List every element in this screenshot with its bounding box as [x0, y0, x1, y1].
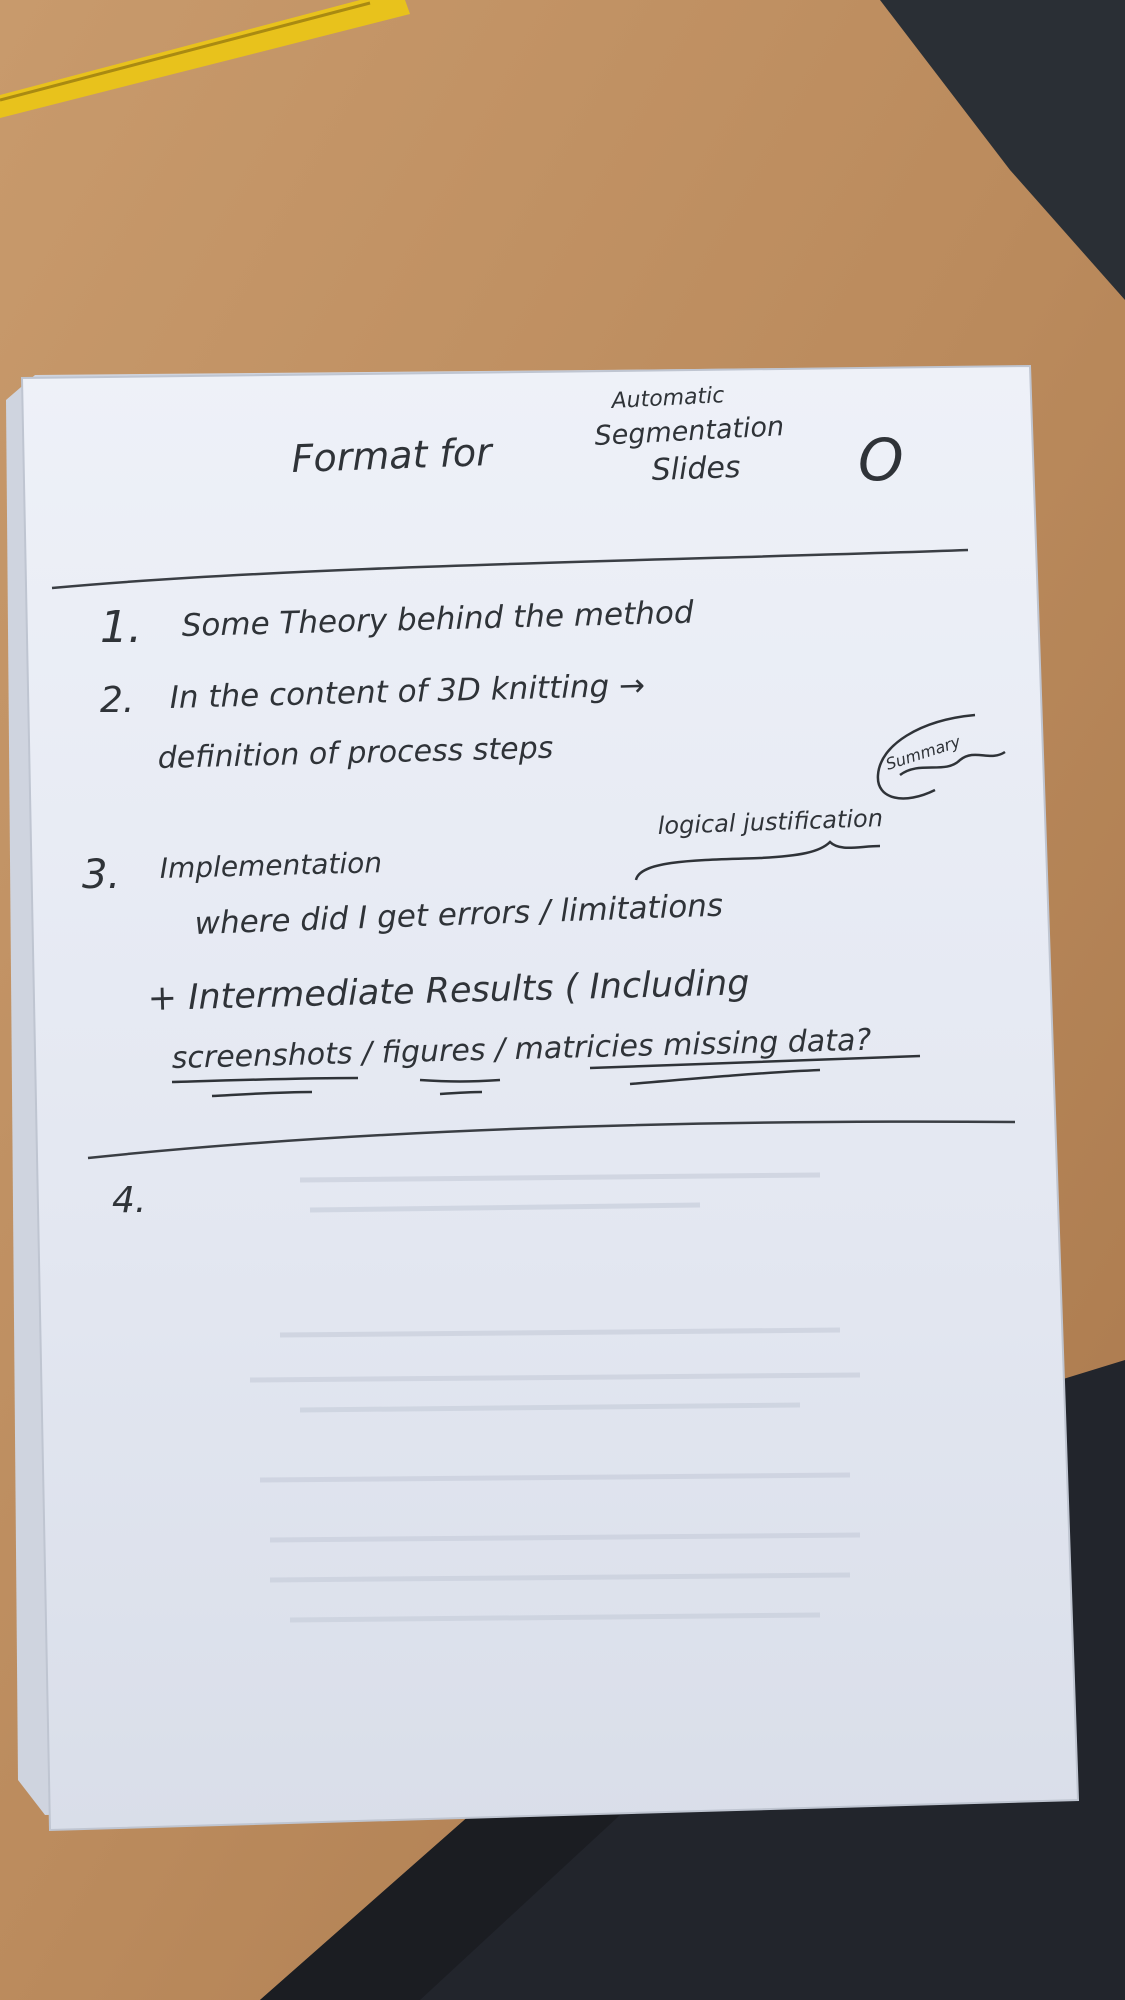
title-insert-top: Automatic — [611, 383, 725, 414]
item-1-number: 1. — [100, 602, 142, 653]
annotation-logical-justification: logical justification — [657, 804, 884, 840]
item-1-text: Some Theory behind the method — [181, 594, 695, 644]
item-3-line-2: where did I get errors / limitations — [194, 887, 724, 942]
item-3-line-3: + Intermediate Results ( Including — [147, 963, 750, 1019]
item-4-number: 4. — [112, 1180, 147, 1221]
item-2-text: In the content of 3D knitting → — [169, 667, 646, 716]
underline-figures — [420, 1080, 500, 1082]
item-3-line-4: screenshots / figures / matricies missing data? — [171, 1022, 872, 1076]
corner-mark: O — [858, 426, 904, 494]
title-format-for: Format for — [290, 430, 493, 481]
paper-sheet — [22, 366, 1078, 1830]
item-3-number: 3. — [82, 852, 121, 898]
annotation-circle-text: Summary — [883, 731, 963, 774]
title-insert-mid: Segmentation — [593, 411, 785, 452]
item-3-text: Implementation — [159, 846, 383, 885]
title-slides: Slides — [651, 449, 742, 488]
item-2-continued: definition of process steps — [157, 730, 554, 776]
item-2-number: 2. — [100, 680, 135, 721]
